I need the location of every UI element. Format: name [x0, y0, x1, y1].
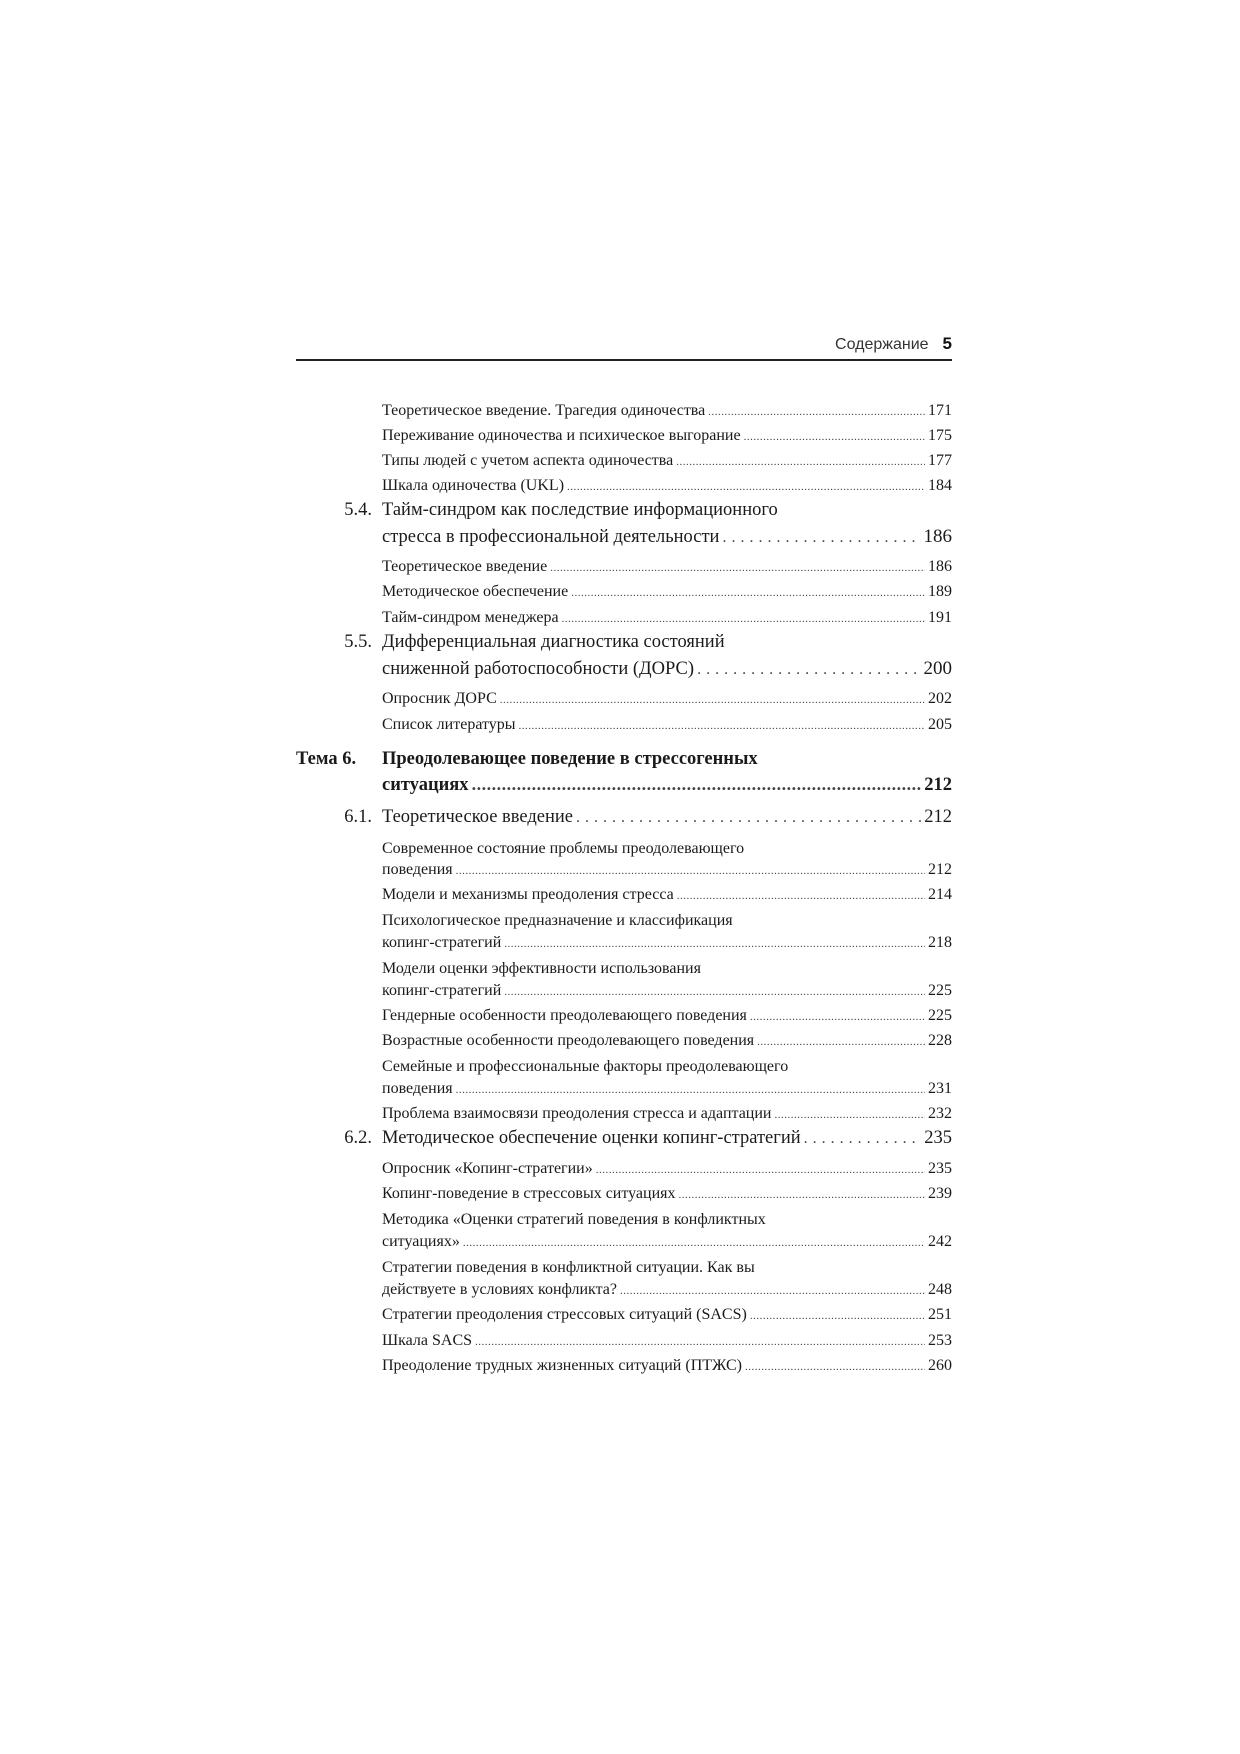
toc-entry-title: Модели оценки эффективности использования: [382, 960, 701, 977]
toc-entry-page: 239: [928, 1185, 952, 1202]
toc-section-page: 235: [924, 1128, 952, 1148]
toc-entry: [296, 1032, 952, 1050]
toc-entry: [296, 1007, 952, 1025]
toc-leader-dots: [472, 774, 922, 795]
toc-entry-title-cont: поведения: [382, 861, 453, 878]
toc-entry-title: Копинг-поведение в стрессовых ситуациях: [382, 1185, 676, 1202]
toc-entry-page: 177: [928, 452, 952, 469]
toc-entry: [296, 840, 952, 858]
toc-entry: [296, 1211, 952, 1229]
toc-entry-title: Стратегии преодоления стрессовых ситуаций (SACS): [382, 1306, 747, 1323]
toc-entry-page: 251: [928, 1306, 952, 1323]
toc-entry: [296, 609, 952, 627]
toc-entry: [296, 452, 952, 470]
toc-section-page: 186: [923, 526, 952, 547]
toc-section-title-cont: стресса в профессиональной деятельности: [382, 527, 720, 547]
toc-entry-page: 260: [928, 1357, 952, 1374]
toc-section-title: Тайм-синдром как последствие информационного: [382, 500, 778, 520]
toc-entry-page: 202: [928, 690, 952, 707]
toc-entry: [296, 583, 952, 601]
toc-entry-title: Тайм-синдром менеджера: [382, 609, 559, 626]
toc-leader-dots: [500, 694, 925, 706]
toc-entry-cont: [296, 1080, 952, 1098]
toc-entry-title-cont: копинг-стратегий: [382, 982, 502, 999]
toc-entry-page: 175: [928, 427, 952, 444]
toc-leader-dots: [745, 1361, 925, 1373]
toc-entry-title: Типы людей с учетом аспекта одиночества: [382, 452, 674, 469]
toc-entry-page: 191: [928, 609, 952, 626]
running-header: [296, 334, 952, 356]
toc-leader-dots: [744, 431, 925, 443]
toc-entry-page: 218: [928, 934, 952, 951]
toc-entry-title: Теоретическое введение. Трагедия одиночества: [382, 402, 706, 419]
toc-entry: [296, 1259, 952, 1277]
toc-leader-dots: [519, 720, 925, 732]
header-rule: [296, 359, 952, 361]
toc-entry-cont: [296, 1281, 952, 1299]
toc-leader-dots: [562, 613, 925, 625]
toc-leader-dots: [750, 1310, 925, 1322]
toc-leader-dots: [679, 1189, 925, 1201]
toc-entry-title: Современное состояние проблемы преодолевающего: [382, 840, 745, 857]
toc-leader-dots: [676, 456, 925, 468]
toc-entry-page: 186: [928, 558, 952, 575]
toc-topic-page: 212: [924, 775, 952, 795]
toc-topic-number: Тема 6.: [296, 749, 357, 769]
toc-entry-page: 171: [928, 402, 952, 419]
toc-entry-page: 189: [928, 583, 952, 600]
toc-leader-dots: [804, 1130, 922, 1148]
toc-entry: [296, 427, 952, 445]
toc-section-5-4-cont: [296, 526, 952, 548]
toc-entry-title-cont: копинг-стратегий: [382, 934, 502, 951]
toc-section-title: Дифференциальная диагностика состояний: [382, 632, 725, 652]
toc-section-5-4: [296, 500, 952, 521]
toc-entry: [296, 1185, 952, 1203]
toc-section-number: 5.4.: [344, 500, 372, 520]
toc-entry: [296, 1332, 952, 1350]
toc-entry-page: 225: [928, 982, 952, 999]
toc-leader-dots: [550, 562, 925, 574]
toc-section-number: 5.5.: [344, 632, 372, 652]
toc-section-6-2: [296, 1128, 952, 1149]
toc-entry-title: Проблема взаимосвязи преодоления стресса и адаптации: [382, 1105, 772, 1122]
toc-entry-page: 253: [928, 1332, 952, 1349]
toc-entry-cont: [296, 1233, 952, 1251]
toc-entry-page: 205: [928, 716, 952, 733]
toc-entry-title-cont: поведения: [382, 1080, 453, 1097]
toc-leader-dots: [708, 406, 925, 418]
toc-entry-title: Психологическое предназначение и классификация: [382, 912, 733, 929]
toc-entry-title: Опросник «Копинг-стратегии»: [382, 1160, 593, 1177]
toc-entry-title: Стратегии поведения в конфликтной ситуации. Как вы: [382, 1259, 755, 1276]
toc-topic-6-cont: [296, 774, 952, 796]
toc-section-6-1: [296, 807, 952, 828]
toc-entry-page: 232: [928, 1105, 952, 1122]
header-page-number: 5: [942, 334, 952, 353]
toc-entry: [296, 1160, 952, 1178]
toc-entry: [296, 477, 952, 495]
toc-leader-dots: [504, 986, 925, 998]
toc-leader-dots: [620, 1285, 925, 1297]
toc-entry-page: 235: [928, 1160, 952, 1177]
toc-section-number: 6.2.: [344, 1128, 372, 1148]
toc-leader-dots: [475, 1336, 925, 1348]
toc-entry: [296, 690, 952, 708]
toc-entry-page: 228: [928, 1032, 952, 1049]
toc-entry-title: Шкала SACS: [382, 1332, 473, 1349]
toc-entry-page: 248: [928, 1281, 952, 1298]
toc-entry-page: 231: [928, 1080, 952, 1097]
toc-entry-title: Шкала одиночества (UKL): [382, 477, 565, 494]
toc-entry-title: Модели и механизмы преодоления стресса: [382, 886, 674, 903]
toc-topic-6: [296, 749, 952, 770]
toc-entry-title: Преодоление трудных жизненных ситуаций (ПТЖС): [382, 1357, 742, 1374]
toc-entry-title: Список литературы: [382, 716, 516, 733]
toc-section-title-cont: сниженной работоспособности (ДОРС): [382, 659, 695, 679]
toc-entry: [296, 558, 952, 576]
toc-leader-dots: [567, 481, 925, 493]
toc-entry: [296, 960, 952, 978]
toc-entry-title: Возрастные особенности преодолевающего поведения: [382, 1032, 755, 1049]
toc-entry-page: 242: [928, 1233, 952, 1250]
toc-entry: [296, 1306, 952, 1324]
toc-leader-dots: [750, 1011, 925, 1023]
toc-entry: [296, 716, 952, 734]
toc-entry: [296, 886, 952, 904]
toc-leader-dots: [571, 587, 925, 599]
header-section-title: Содержание: [835, 336, 929, 353]
toc-leader-dots: [456, 865, 925, 877]
toc-entry-title-cont: действуете в условиях конфликта?: [382, 1281, 617, 1298]
toc-section-title: Методическое обеспечение оценки копинг-стратегий: [382, 1128, 801, 1148]
toc-leader-dots: [463, 1237, 925, 1249]
toc-entry-title: Методическое обеспечение: [382, 583, 569, 600]
toc-leader-dots: [456, 1084, 925, 1096]
toc-leader-dots: [757, 1036, 925, 1048]
toc-section-number: 6.1.: [344, 807, 372, 827]
toc-entry-title: Гендерные особенности преодолевающего поведения: [382, 1007, 747, 1024]
toc-leader-dots: [677, 890, 925, 902]
toc-section-5-5: [296, 632, 952, 653]
toc-entry-title: Переживание одиночества и психическое выгорание: [382, 427, 741, 444]
toc-entry: [296, 1105, 952, 1123]
toc-topic-title-cont: ситуациях: [382, 775, 469, 795]
toc-entry-page: 212: [928, 861, 952, 878]
toc-section-title: Теоретическое введение: [382, 807, 574, 827]
toc-entry: [296, 1357, 952, 1375]
toc-section-page: 200: [923, 658, 952, 679]
toc-entry-title: Семейные и профессиональные факторы преодолевающего: [382, 1058, 789, 1075]
toc-entry-title-cont: ситуациях»: [382, 1233, 460, 1250]
toc-leader-dots: [596, 1164, 925, 1176]
toc-entry-title: Опросник ДОРС: [382, 690, 497, 707]
toc-section-page: 212: [924, 807, 952, 827]
toc-leader-dots: [504, 938, 925, 950]
toc-entry: [296, 402, 952, 420]
toc-section-5-5-cont: [296, 658, 952, 680]
toc-entry-page: 214: [928, 886, 952, 903]
toc-leader-dots: [722, 529, 920, 547]
toc-leader-dots: [576, 809, 921, 827]
toc-topic-title: Преодолевающее поведение в стрессогенных: [382, 749, 758, 769]
toc-entry: [296, 912, 952, 930]
toc-entry: [296, 1058, 952, 1076]
toc-entry-page: 225: [928, 1007, 952, 1024]
toc-entry-title: Теоретическое введение: [382, 558, 548, 575]
toc-leader-dots: [697, 661, 920, 679]
toc-entry-cont: [296, 934, 952, 952]
toc-entry-cont: [296, 861, 952, 879]
toc-entry-cont: [296, 982, 952, 1000]
toc-entry-title: Методика «Оценки стратегий поведения в конфликтных: [382, 1211, 766, 1228]
toc-leader-dots: [774, 1109, 925, 1121]
toc-entry-page: 184: [928, 477, 952, 494]
